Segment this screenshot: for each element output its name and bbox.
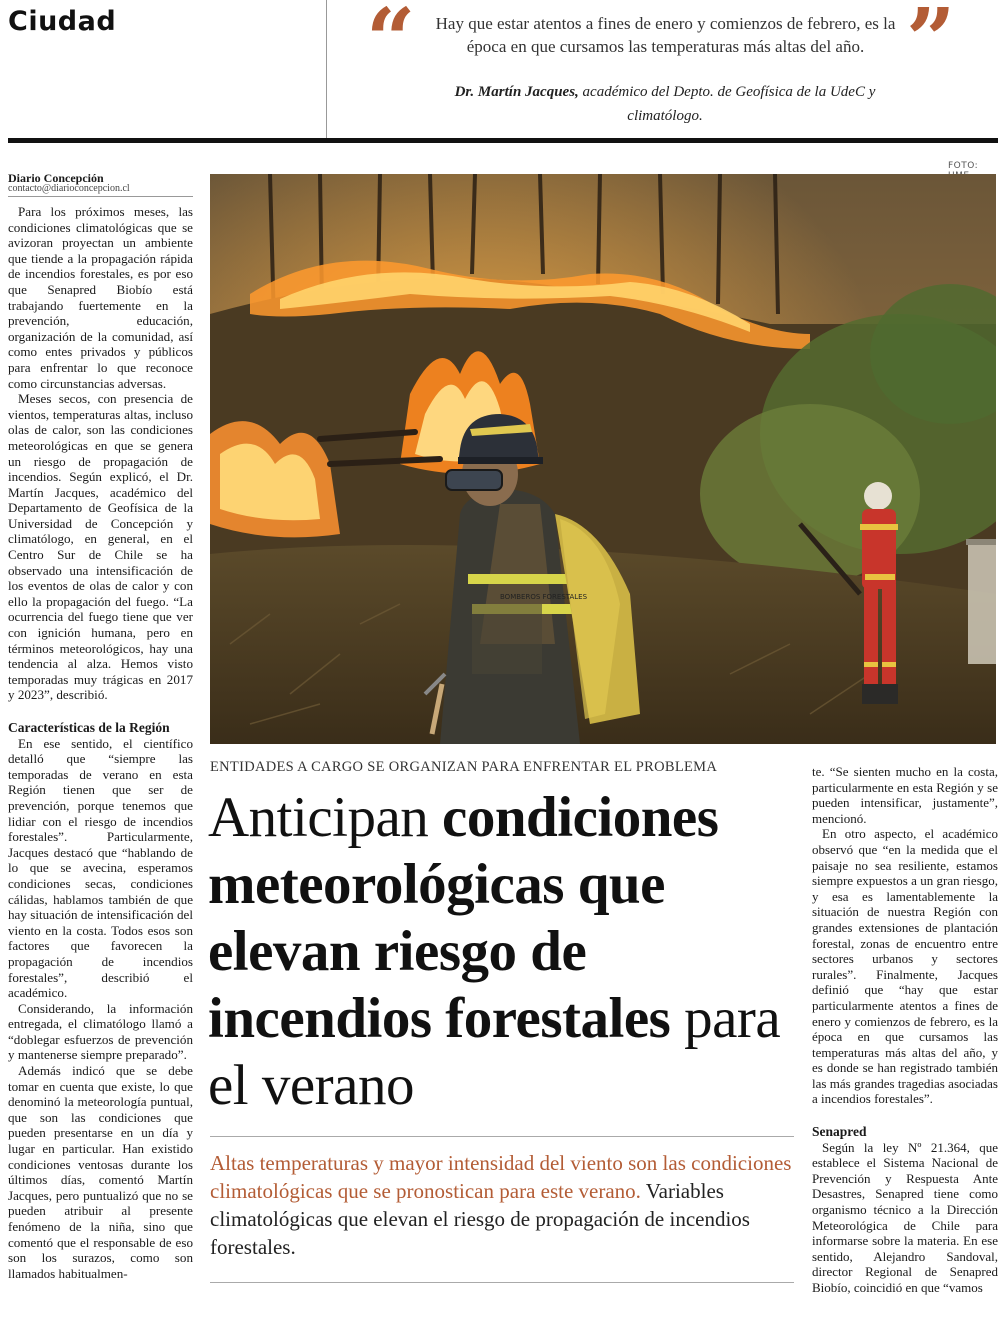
open-quote-icon: “ bbox=[366, 0, 416, 91]
kicker: ENTIDADES A CARGO SE ORGANIZAN PARA ENFRENTAR EL PROBLEMA bbox=[210, 759, 718, 775]
paragraph: Meses secos, con presencia de vientos, temperaturas altas, incluso olas de calor, son las condiciones meteorológicas en que se genera un riesgo de propagación de incendios. Según explicó, el Dr. Martín Jacques, académico del Departamento de Geofísica de la Universidad de Concepción y climatólogo, en general, en el Centro Sur de Chile se ha observado una intensificación de los eventos de olas de calor y con ello la propagación del fuego. “La ocurrencia del fuego tiene que ver con ignición humana, pero en términos meteorológicos, hay una tendencia al alza. Hemos visto temporadas muy trágicas en 2017 y 2023”, describió. bbox=[8, 391, 193, 703]
byline-rule bbox=[8, 196, 193, 197]
pull-quote-author: Dr. Martín Jacques, bbox=[454, 84, 579, 100]
pull-quote-text: Hay que estar atentos a fines de enero y comienzos de febrero, es la época en que cursamos las temperaturas más altas del año. bbox=[435, 14, 896, 56]
lede-rule-top bbox=[210, 1136, 794, 1137]
lede bbox=[210, 1149, 795, 1261]
vest-label: BOMBEROS FORESTALES bbox=[500, 593, 588, 601]
headline-tail: para el verano bbox=[208, 987, 781, 1117]
paragraph: En ese sentido, el científico detalló que “siempre las temporadas de verano en esta Región tienen que ser de prevención, porque tenemos que lidiar con el riesgo de incendios forestales”. Particularmente, Jacques destacó que “hablando de lo que se avecina, esperamos condiciones secas, condiciones cálidas, hablamos también de que hay situación de intensificación del viento en la costa. Todos esos son factores que favorecen la propagación de incendios forestales”, describió el académico. bbox=[8, 735, 193, 1001]
subhead: Senapred bbox=[812, 1124, 867, 1140]
pull-quote-attribution bbox=[430, 80, 900, 128]
close-quote-icon: ” bbox=[906, 0, 956, 91]
headline-lead: Anticipan bbox=[208, 786, 429, 849]
byline-outlet: Diario Concepción bbox=[8, 171, 104, 185]
header-divider bbox=[326, 0, 327, 138]
section-title: Ciudad bbox=[8, 6, 117, 37]
byline-email: contacto@diarioconcepcion.cl bbox=[8, 183, 130, 194]
headline-bold: condiciones meteorológicas que elevan riesgo de incendios forestales bbox=[208, 786, 719, 1050]
lede-rest: Variables climatológicas que elevan el riesgo de propagación de incendios forestales. bbox=[210, 1179, 750, 1259]
right-column bbox=[812, 764, 998, 1296]
lede-accent: Altas temperaturas y mayor intensidad del viento son las condiciones climatológicas que se pronostican para este verano. bbox=[210, 1151, 792, 1203]
wildfire-photo-illustration bbox=[210, 174, 996, 744]
paragraph: te. “Se sienten mucho en la costa, particularmente en esta Región y se pueden intensificar, justamente”, mencionó. bbox=[812, 764, 998, 826]
paragraph: En otro aspecto, el académico observó que “en la medida que el paisaje no sea resiliente, estamos siempre expuestos a un gran riesgo, y esa es lamentablemente la situación de nuestra Región con grandes extensiones de plantación forestal, zonas de encuentro entre sectores urbanos y sectores rurales”. Finalmente, Jacques definió que “hay que estar particularmente atentos a fines de enero y comienzos de febrero, es la época en que cursamos las temperaturas más altas del año, y es donde se han registrado también las más grandes tragedias asociadas a incendios forestales”. bbox=[812, 826, 998, 1107]
headline bbox=[208, 784, 808, 1119]
paragraph: Considerando, la información entregada, el climatólogo llamó a “doblegar esfuerzos de prevención y mantenerse siempre preparado”. bbox=[8, 1000, 193, 1063]
wildfire-photo bbox=[210, 174, 996, 744]
subhead: Características de la Región bbox=[8, 720, 170, 735]
left-column bbox=[8, 204, 193, 1281]
top-rule bbox=[8, 138, 998, 143]
photo-credit: FOTO: bbox=[948, 161, 979, 171]
paragraph: Según la ley Nº 21.364, que establece el Sistema Nacional de Prevención y Respuesta Ante Desastres, Senapred tiene como organismo técnico a la Dirección Meteorológica de Chile para informarse sobre la materia. En ese sentido, Alejandro Sandoval, director Regional de Senapred Biobío, coincidió en que “vamos bbox=[812, 1139, 998, 1295]
lede-rule-bottom bbox=[210, 1282, 794, 1283]
pull-quote-author-role: académico del Depto. de Geofísica de la UdeC y climatólogo. bbox=[582, 84, 876, 124]
paragraph: Para los próximos meses, las condiciones climatológicas que se avizoran proyectan un ambiente que tiende a la propagación rápida de incendios forestales, es por eso que Senapred Biobío está trabajando fuertemente en la prevención, educación, organización de la comunidad, así como entes privados y públicos para enfrentar lo que reconoce como circunstancias adversas. bbox=[8, 204, 193, 391]
paragraph: Además indicó que se debe tomar en cuenta que existe, lo que denominó la meteorología puntual, que son las condiciones que pueden presentarse en un día y lugar en particular. Han existido condiciones ventosas durante los últimos días, comentó Martín Jacques, pero puntualizó que no se pueden atribuir al presente fenómeno de la niña, sino que comentó que el responsable de eso son los surazos, como son llamados habitualmen- bbox=[8, 1063, 193, 1281]
